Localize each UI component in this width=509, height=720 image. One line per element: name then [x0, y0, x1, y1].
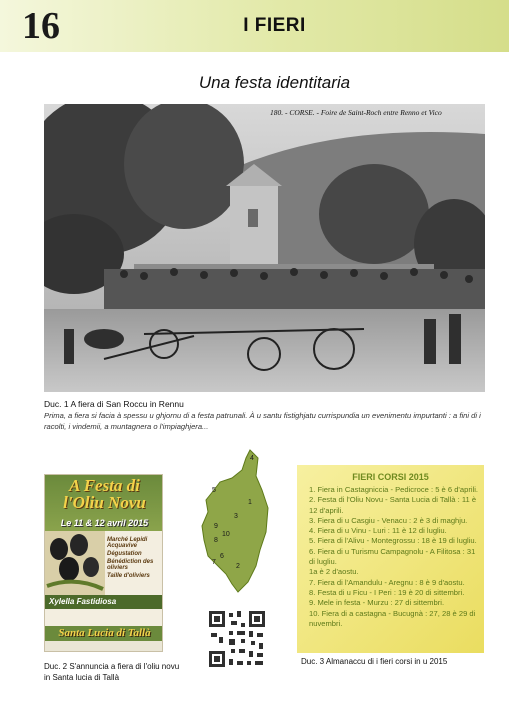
- fairs-list-box: [297, 465, 484, 653]
- list-item: 1. Fiera in Castagniccia - Pedicroce : 5 è 6 d'aprili.: [309, 485, 479, 494]
- list-item: 1a è 2 d'aostu.: [309, 567, 359, 577]
- fairs-list-title: FIERI CORSI 2015: [352, 472, 429, 482]
- list-item: 8. Festa di u Ficu - I Peri : 19 è 20 di sittembri.: [309, 587, 465, 597]
- fairs-list: [309, 485, 479, 629]
- poster-town: Santa Lucia di Tallà: [45, 626, 163, 641]
- map-label: 2: [236, 563, 240, 570]
- poster-item: Taille d'oliviers: [107, 573, 150, 579]
- map-label: 6: [220, 553, 224, 560]
- poster-item: Marché Lepidi Acquavive: [107, 537, 148, 549]
- poster-band-text: Xylella Fastidiosa: [49, 597, 117, 606]
- list-item: 7. Fiera di l'Amandulu - Aregnu : 8 è 9 d'aostu.: [309, 577, 465, 587]
- map-label: 1: [248, 499, 252, 506]
- page-header: [0, 0, 509, 52]
- festival-poster: [44, 474, 163, 652]
- historic-fair-photo: [44, 104, 485, 392]
- map-label: 10: [222, 531, 230, 538]
- photo-illustration: [44, 104, 485, 392]
- photo-caption-title: Duc. 1 A fiera di San Roccu in Rennu: [44, 399, 184, 409]
- page-number: 16: [22, 5, 60, 47]
- list-item: 5. Fiera di l'Alivu - Montegrossu : 18 è 19 di lugliu.: [309, 536, 477, 546]
- map-label: 7: [212, 559, 216, 566]
- photo-inscription: 180. - CORSE. - Foire de Saint-Roch entre Renno et Vico: [270, 108, 442, 117]
- photo-caption-text: Prima, a fiera si facia à spessu u ghjornu di a festa patrunali. À u santu fistighjatu currispundia un evenimentu impurtanti : a fini di i racolti, i vindemii, a muntagnera o l'impiaghjera...: [44, 411, 481, 431]
- qr-code-icon[interactable]: [207, 609, 267, 669]
- sponsor-logos: [45, 641, 163, 652]
- list-item: 9. Mele in festa - Murzu : 27 di sittembri.: [309, 598, 445, 608]
- poster-item: Dégustation: [107, 551, 142, 557]
- corsica-shape: [202, 450, 268, 592]
- poster-date: Le 11 & 12 avril 2015: [60, 518, 149, 528]
- olives-illustration: [45, 531, 105, 595]
- poster-title: A Festa di l'Oliu Novu: [63, 476, 146, 512]
- corsica-map: [198, 446, 278, 596]
- poster-item: Bénédiction des oliviers: [107, 559, 154, 571]
- map-label: 9: [214, 523, 218, 530]
- fairs-list-caption: Duc. 3 Almanaccu di i fieri corsi in u 2015: [301, 657, 448, 666]
- poster-program: [107, 535, 163, 579]
- list-item: 10. Fiera di a castagna - Bucugnà : 27, 28 è 29 di nuvembri.: [309, 608, 476, 628]
- map-label: 4: [250, 455, 254, 462]
- list-item: 6. Fiera di u Turismu Campagnolu - A Filitosa : 31 di lugliu.: [309, 546, 476, 567]
- section-title: I FIERI: [243, 15, 306, 36]
- list-item: 3. Fiera di u Casgiu - Venacu : 2 è 3 di maghju.: [309, 515, 468, 525]
- page-subtitle: Una festa identitaria: [198, 73, 351, 92]
- poster-caption: Duc. 2 S'annuncia a fiera di l'oliu novu in Santa lucia di Tallà: [44, 662, 180, 682]
- list-item: 2. Festa di l'Oliu Novu - Santa Lucia di Tallà : 11 è 12 d'aprili.: [309, 495, 477, 515]
- map-label: 3: [234, 513, 238, 520]
- list-item: 4. Fiera di u Vinu - Luri : 11 è 12 di lugliu.: [309, 526, 447, 536]
- map-label: 5: [212, 487, 216, 494]
- map-label: 8: [214, 537, 218, 544]
